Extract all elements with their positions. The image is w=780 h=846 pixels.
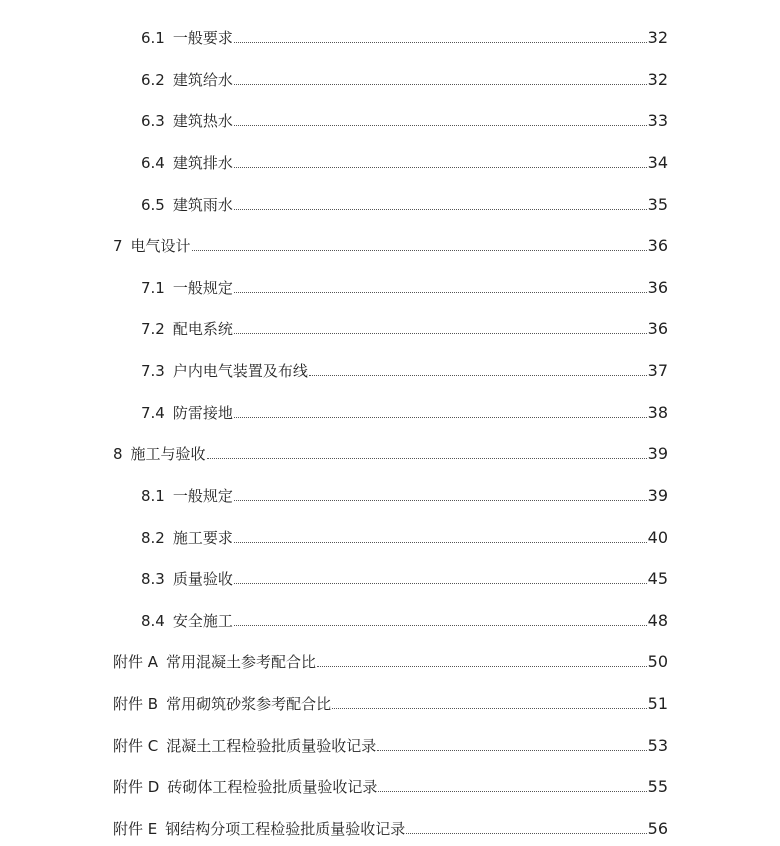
dot-leader: [332, 708, 647, 709]
toc-number: 7: [113, 237, 123, 255]
dot-leader: [317, 666, 647, 667]
toc-number: 6.2: [141, 71, 165, 89]
toc-number: 6.5: [141, 196, 165, 214]
dot-leader: [192, 250, 647, 251]
toc-number: 8.3: [141, 570, 165, 588]
toc-title: 一般规定: [172, 487, 233, 505]
toc-title: 电气设计: [130, 237, 191, 255]
toc-page-number: 37: [647, 361, 668, 380]
toc-number: 附件 D: [113, 778, 160, 796]
toc-title: 砖砌体工程检验批质量验收记录: [167, 778, 378, 796]
toc-title: 建筑雨水: [172, 196, 233, 214]
toc-number: 8.2: [141, 529, 165, 547]
dot-leader: [234, 167, 647, 168]
toc-page-number: 53: [647, 736, 668, 755]
toc-number: 7.1: [141, 279, 165, 297]
toc-entry-8[interactable]: [113, 440, 668, 464]
toc-page-number: 48: [647, 611, 668, 630]
dot-leader: [406, 833, 646, 834]
toc-page-number: 56: [647, 819, 668, 838]
dot-leader: [207, 458, 647, 459]
dot-leader: [234, 625, 647, 626]
toc-number: 附件 E: [113, 820, 158, 838]
toc-entry-7[interactable]: [113, 232, 668, 256]
dot-leader: [377, 750, 646, 751]
toc-page-number: 39: [647, 444, 668, 463]
toc-page-number: 39: [647, 486, 668, 505]
dot-leader: [234, 42, 647, 43]
dot-leader: [309, 375, 647, 376]
toc-page-number: 51: [647, 694, 668, 713]
toc-page-number: 40: [647, 528, 668, 547]
toc-title: 钢结构分项工程检验批质量验收记录: [165, 820, 406, 838]
toc-title: 配电系统: [172, 320, 233, 338]
toc-page-number: 45: [647, 569, 668, 588]
toc-page-number: 36: [647, 236, 668, 255]
dot-leader: [378, 791, 646, 792]
toc-number: 7.3: [141, 362, 165, 380]
toc-number: 附件 A: [113, 653, 159, 671]
toc-number: 8.4: [141, 612, 165, 630]
toc-number: 8: [113, 445, 123, 463]
toc-title: 安全施工: [172, 612, 233, 630]
toc-number: 7.4: [141, 404, 165, 422]
toc-entry-6-2[interactable]: [141, 66, 668, 90]
dot-leader: [234, 542, 647, 543]
toc-entry-8-4[interactable]: [141, 607, 668, 631]
toc-entry-6-3[interactable]: [141, 107, 668, 131]
dot-leader: [234, 417, 647, 418]
toc-page-number: 32: [647, 70, 668, 89]
toc-number: 7.2: [141, 320, 165, 338]
toc-title: 建筑热水: [172, 112, 233, 130]
toc-page-number: 55: [647, 777, 668, 796]
toc-entry-7-1[interactable]: [141, 274, 668, 298]
toc-number: 附件 B: [113, 695, 159, 713]
toc-title: 户内电气装置及布线: [172, 362, 308, 380]
toc-title: 常用砌筑砂浆参考配合比: [166, 695, 332, 713]
toc-entry-appendix-a[interactable]: [113, 648, 668, 672]
toc-entry-6-5[interactable]: [141, 191, 668, 215]
toc-entry-7-2[interactable]: [141, 315, 668, 339]
toc-entry-8-2[interactable]: [141, 524, 668, 548]
toc-title: 建筑给水: [172, 71, 233, 89]
toc-entry-8-3[interactable]: [141, 565, 668, 589]
toc-page-number: 36: [647, 319, 668, 338]
toc-entry-6-4[interactable]: [141, 149, 668, 173]
toc-page-number: 34: [647, 153, 668, 172]
toc-number: 6.1: [141, 29, 165, 47]
dot-leader: [234, 209, 647, 210]
dot-leader: [234, 583, 647, 584]
toc-page-number: 35: [647, 195, 668, 214]
toc-entry-appendix-d[interactable]: [113, 773, 668, 797]
toc-title: 施工要求: [172, 529, 233, 547]
toc-entry-7-3[interactable]: [141, 357, 668, 381]
dot-leader: [234, 500, 647, 501]
toc-entry-appendix-e[interactable]: [113, 815, 668, 839]
toc-title: 一般要求: [172, 29, 233, 47]
toc-title: 质量验收: [172, 570, 233, 588]
toc-page-number: 50: [647, 652, 668, 671]
toc-entry-appendix-c[interactable]: [113, 732, 668, 756]
toc-title: 防雷接地: [172, 404, 233, 422]
dot-leader: [234, 333, 647, 334]
dot-leader: [234, 125, 647, 126]
dot-leader: [234, 292, 647, 293]
toc-entry-appendix-b[interactable]: [113, 690, 668, 714]
dot-leader: [234, 84, 647, 85]
toc-entry-6-1[interactable]: [141, 24, 668, 48]
toc-page-number: 33: [647, 111, 668, 130]
toc-entry-7-4[interactable]: [141, 399, 668, 423]
toc-title: 一般规定: [172, 279, 233, 297]
toc-title: 施工与验收: [130, 445, 206, 463]
toc-title: 常用混凝土参考配合比: [166, 653, 317, 671]
toc-number: 附件 C: [113, 737, 159, 755]
toc-number: 6.3: [141, 112, 165, 130]
toc-page-number: 32: [647, 28, 668, 47]
toc-page-number: 36: [647, 278, 668, 297]
toc-number: 6.4: [141, 154, 165, 172]
toc-page-number: 38: [647, 403, 668, 422]
toc-title: 混凝土工程检验批质量验收记录: [166, 737, 377, 755]
toc-number: 8.1: [141, 487, 165, 505]
toc-title: 建筑排水: [172, 154, 233, 172]
toc-entry-8-1[interactable]: [141, 482, 668, 506]
